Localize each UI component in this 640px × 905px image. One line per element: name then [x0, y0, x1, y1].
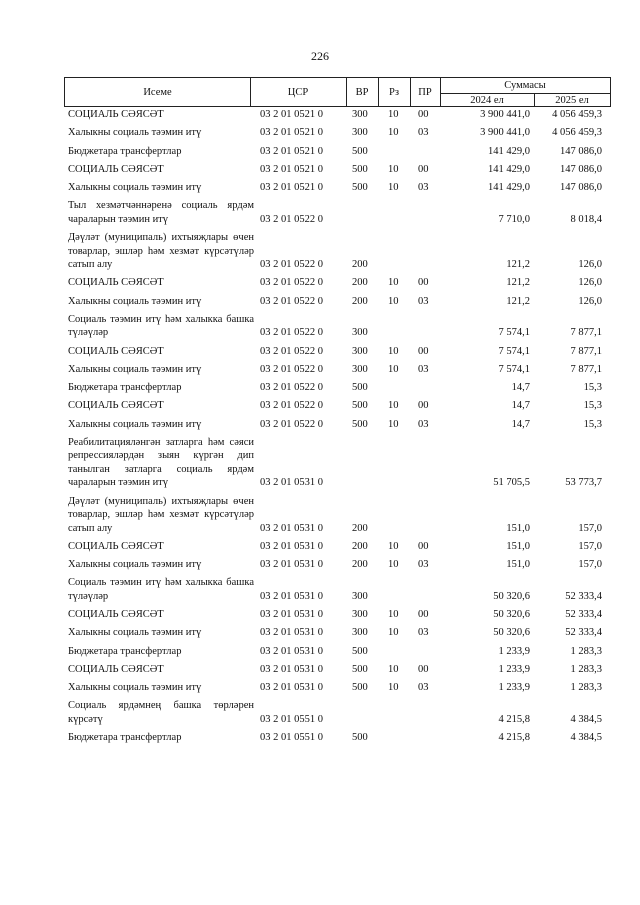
row-name: СОЦИАЛЬ СӘЯСӘТ — [68, 163, 164, 175]
row-pr: 00 — [418, 109, 429, 120]
row-sum-2025: 15,3 — [583, 400, 602, 412]
row-csr: 03 2 01 0531 0 — [260, 682, 323, 693]
row-pr: 00 — [418, 663, 429, 675]
table-row — [64, 626, 611, 640]
row-vr: 200 — [352, 559, 368, 570]
row-sum-2025: 4 056 459,3 — [552, 109, 602, 120]
row-vr: 500 — [352, 663, 368, 675]
row-sum-2025: 1 283,3 — [570, 663, 602, 675]
row-pr: 00 — [418, 400, 429, 412]
row-rz: 10 — [388, 682, 399, 693]
row-csr: 03 2 01 0551 0 — [260, 713, 323, 725]
row-sum-2025: 52 333,4 — [565, 609, 602, 620]
row-vr: 500 — [352, 382, 368, 393]
row-sum-2025: 157,0 — [578, 559, 602, 570]
row-csr: 03 2 01 0551 0 — [260, 732, 323, 743]
table-row — [64, 608, 611, 622]
row-sum-2024: 3 900 441,0 — [480, 127, 530, 139]
row-sum-2025: 157,0 — [578, 540, 602, 552]
row-sum-2024: 151,0 — [506, 522, 530, 534]
row-sum-2025: 147 086,0 — [560, 163, 602, 175]
header-year-2024: 2024 ел — [470, 94, 504, 106]
row-pr: 03 — [418, 627, 429, 639]
row-sum-2025: 4 384,5 — [570, 732, 602, 743]
row-csr: 03 2 01 0522 0 — [260, 213, 323, 225]
row-sum-2024: 14,7 — [511, 418, 530, 430]
table-row — [64, 663, 611, 677]
row-rz: 10 — [388, 345, 399, 357]
row-name: Социаль ярдәмнең башка төрләрен күрсәтү — [68, 700, 254, 725]
table-row — [64, 418, 611, 432]
table-row — [64, 295, 611, 309]
row-name: СОЦИАЛЬ СӘЯСӘТ — [68, 345, 164, 357]
row-name: Халыкны социаль тәэмин итү — [68, 182, 202, 193]
row-sum-2025: 1 283,3 — [570, 645, 602, 657]
table-row — [64, 199, 611, 226]
table-row — [64, 145, 611, 159]
row-sum-2024: 50 320,6 — [493, 609, 530, 620]
row-rz: 10 — [388, 363, 399, 375]
row-vr: 300 — [352, 627, 368, 639]
row-csr: 03 2 01 0522 0 — [260, 382, 323, 393]
row-sum-2025: 126,0 — [578, 277, 602, 289]
row-vr: 200 — [352, 522, 368, 534]
row-sum-2024: 7 574,1 — [498, 345, 530, 357]
table-row — [64, 381, 611, 395]
row-sum-2025: 147 086,0 — [560, 182, 602, 193]
row-name: СОЦИАЛЬ СӘЯСӘТ — [68, 277, 164, 289]
table-row — [64, 126, 611, 140]
row-csr: 03 2 01 0531 0 — [260, 477, 323, 489]
row-sum-2025: 15,3 — [583, 382, 602, 393]
row-vr: 500 — [352, 163, 368, 175]
row-csr: 03 2 01 0522 0 — [260, 400, 323, 412]
row-vr: 300 — [352, 609, 368, 620]
table-row — [64, 231, 611, 272]
row-csr: 03 2 01 0522 0 — [260, 327, 323, 339]
table-row — [64, 399, 611, 413]
row-sum-2025: 126,0 — [578, 295, 602, 307]
row-vr: 500 — [352, 182, 368, 193]
row-name: Халыкны социаль тәэмин итү — [68, 363, 202, 375]
row-csr: 03 2 01 0522 0 — [260, 277, 323, 289]
row-name: СОЦИАЛЬ СӘЯСӘТ — [68, 540, 164, 552]
row-sum-2025: 4 056 459,3 — [552, 127, 602, 139]
row-sum-2025: 157,0 — [578, 522, 602, 534]
table-row — [64, 108, 611, 122]
row-sum-2025: 147 086,0 — [560, 145, 602, 157]
row-sum-2024: 151,0 — [506, 559, 530, 570]
row-name: Халыкны социаль тәэмин итү — [68, 627, 202, 639]
row-csr: 03 2 01 0522 0 — [260, 295, 323, 307]
row-rz: 10 — [388, 418, 399, 430]
row-rz: 10 — [388, 559, 399, 570]
row-pr: 00 — [418, 345, 429, 357]
row-csr: 03 2 01 0531 0 — [260, 540, 323, 552]
row-pr: 03 — [418, 295, 429, 307]
row-vr: 300 — [352, 127, 368, 139]
row-name: Халыкны социаль тәэмин итү — [68, 418, 202, 430]
row-sum-2024: 7 574,1 — [498, 327, 530, 339]
row-vr: 300 — [352, 327, 368, 339]
row-vr: 500 — [352, 418, 368, 430]
row-vr: 200 — [352, 259, 368, 270]
row-name: Тыл хезмәтчәннәренә социаль ярдәм чараларын тәэмин итү — [68, 200, 254, 225]
row-vr: 300 — [352, 363, 368, 375]
row-csr: 03 2 01 0521 0 — [260, 182, 323, 193]
row-csr: 03 2 01 0531 0 — [260, 559, 323, 570]
row-vr: 500 — [352, 145, 368, 157]
table-row — [64, 731, 611, 745]
row-vr: 300 — [352, 590, 368, 602]
table-row — [64, 558, 611, 572]
table-body — [64, 108, 611, 745]
row-pr: 00 — [418, 609, 429, 620]
table-row — [64, 699, 611, 726]
row-sum-2024: 51 705,5 — [493, 477, 530, 489]
row-sum-2025: 52 333,4 — [565, 590, 602, 602]
row-pr: 03 — [418, 182, 429, 193]
row-csr: 03 2 01 0521 0 — [260, 163, 323, 175]
row-name: СОЦИАЛЬ СӘЯСӘТ — [68, 663, 164, 675]
row-csr: 03 2 01 0521 0 — [260, 109, 323, 120]
row-csr: 03 2 01 0531 0 — [260, 627, 323, 639]
row-rz: 10 — [388, 127, 399, 139]
row-csr: 03 2 01 0522 0 — [260, 418, 323, 430]
header-name: Исеме — [143, 86, 172, 98]
row-sum-2025: 7 877,1 — [570, 345, 602, 357]
row-name: Социаль тәэмин итү һәм халыкка башка түләүләр — [68, 577, 254, 602]
header-year-2025: 2025 ел — [555, 94, 589, 106]
row-sum-2024: 4 215,8 — [498, 713, 530, 725]
row-name: Бюджетара трансфертлар — [68, 145, 182, 157]
table-row — [64, 345, 611, 359]
row-vr: 200 — [352, 540, 368, 552]
row-sum-2024: 50 320,6 — [493, 627, 530, 639]
header-pr: ПР — [418, 86, 432, 98]
table-row — [64, 313, 611, 340]
row-vr: 500 — [352, 732, 368, 743]
table-row — [64, 363, 611, 377]
row-pr: 03 — [418, 682, 429, 693]
row-csr: 03 2 01 0521 0 — [260, 127, 323, 139]
row-name: Реабилитацияләнгән затларга һәм сәяси репрессияләрдән зыян күргән дип танылган затларга социаль ярдәм чараларын тәэмин итү — [68, 436, 254, 489]
row-csr: 03 2 01 0531 0 — [260, 590, 323, 602]
row-csr: 03 2 01 0522 0 — [260, 259, 323, 270]
row-vr: 300 — [352, 109, 368, 120]
row-name: Бюджетара трансфертлар — [68, 732, 182, 743]
row-sum-2025: 7 877,1 — [570, 327, 602, 339]
row-name: Бюджетара трансфертлар — [68, 645, 182, 657]
table-row — [64, 681, 611, 695]
row-sum-2025: 4 384,5 — [570, 713, 602, 725]
header-vr: ВР — [355, 86, 369, 98]
row-sum-2025: 15,3 — [583, 418, 602, 430]
row-sum-2025: 52 333,4 — [565, 627, 602, 639]
row-rz: 10 — [388, 182, 399, 193]
row-csr: 03 2 01 0522 0 — [260, 345, 323, 357]
row-name: Халыкны социаль тәэмин итү — [68, 682, 202, 693]
row-sum-2025: 53 773,7 — [565, 477, 602, 489]
row-sum-2024: 141 429,0 — [488, 182, 530, 193]
row-name: Халыкны социаль тәэмин итү — [68, 127, 202, 139]
row-sum-2024: 121,2 — [506, 277, 530, 289]
row-rz: 10 — [388, 163, 399, 175]
row-name: Дәүләт (муниципаль) ихтыяҗлары өчен товарлар, эшләр һәм хезмәт күрсәтүләр сатып алу — [68, 495, 254, 534]
row-sum-2024: 121,2 — [506, 295, 530, 307]
header-csr: ЦСР — [287, 86, 309, 98]
table-row — [64, 436, 611, 490]
row-pr: 00 — [418, 277, 429, 289]
row-pr: 00 — [418, 540, 429, 552]
table-row — [64, 181, 611, 195]
row-rz: 10 — [388, 109, 399, 120]
row-vr: 200 — [352, 277, 368, 289]
row-sum-2024: 14,7 — [511, 382, 530, 393]
table-row — [64, 645, 611, 659]
row-sum-2024: 151,0 — [506, 540, 530, 552]
row-rz: 10 — [388, 627, 399, 639]
row-rz: 10 — [388, 295, 399, 307]
row-name: Социаль тәэмин итү һәм халыкка башка түләүләр — [68, 313, 254, 339]
row-sum-2024: 50 320,6 — [493, 590, 530, 602]
row-sum-2025: 1 283,3 — [570, 682, 602, 693]
row-rz: 10 — [388, 609, 399, 620]
row-csr: 03 2 01 0531 0 — [260, 522, 323, 534]
row-sum-2024: 141 429,0 — [488, 145, 530, 157]
table-row — [64, 276, 611, 290]
row-vr: 500 — [352, 682, 368, 693]
table-row — [64, 163, 611, 177]
row-pr: 03 — [418, 127, 429, 139]
page-number: 226 — [311, 49, 329, 63]
row-name: Бюджетара трансфертлар — [68, 382, 182, 393]
row-name: СОЦИАЛЬ СӘЯСӘТ — [68, 109, 164, 120]
row-sum-2024: 121,2 — [506, 259, 530, 270]
row-name: СОЦИАЛЬ СӘЯСӘТ — [68, 400, 164, 412]
header-rz: Рз — [389, 86, 399, 98]
table-row — [64, 495, 611, 536]
row-csr: 03 2 01 0522 0 — [260, 363, 323, 375]
row-pr: 03 — [418, 418, 429, 430]
row-rz: 10 — [388, 400, 399, 412]
row-pr: 03 — [418, 363, 429, 375]
row-csr: 03 2 01 0521 0 — [260, 145, 323, 157]
table-row — [64, 540, 611, 554]
row-sum-2024: 4 215,8 — [498, 732, 530, 743]
row-rz: 10 — [388, 277, 399, 289]
row-csr: 03 2 01 0531 0 — [260, 663, 323, 675]
row-sum-2024: 1 233,9 — [498, 682, 530, 693]
row-name: Халыкны социаль тәэмин итү — [68, 559, 202, 570]
row-sum-2024: 1 233,9 — [498, 663, 530, 675]
row-vr: 300 — [352, 345, 368, 357]
row-pr: 03 — [418, 559, 429, 570]
row-sum-2024: 1 233,9 — [498, 645, 530, 657]
row-vr: 500 — [352, 400, 368, 412]
row-csr: 03 2 01 0531 0 — [260, 609, 323, 620]
header-sums: Суммасы — [504, 80, 546, 91]
row-sum-2024: 14,7 — [511, 400, 530, 412]
row-vr: 500 — [352, 645, 368, 657]
row-name: Халыкны социаль тәэмин итү — [68, 295, 202, 307]
row-sum-2024: 7 710,0 — [498, 213, 530, 225]
row-sum-2024: 3 900 441,0 — [480, 109, 530, 120]
row-name: Дәүләт (муниципаль) ихтыяҗлары өчен товарлар, эшләр һәм хезмәт күрсәтүләр сатып алу — [68, 232, 254, 270]
row-vr: 200 — [352, 295, 368, 307]
table-header — [64, 77, 611, 107]
row-pr: 00 — [418, 163, 429, 175]
table-row — [64, 576, 611, 603]
row-rz: 10 — [388, 540, 399, 552]
row-sum-2025: 7 877,1 — [570, 363, 602, 375]
row-sum-2025: 8 018,4 — [570, 213, 602, 225]
row-name: СОЦИАЛЬ СӘЯСӘТ — [68, 609, 164, 620]
row-csr: 03 2 01 0531 0 — [260, 645, 323, 657]
row-sum-2024: 7 574,1 — [498, 363, 530, 375]
row-sum-2024: 141 429,0 — [488, 163, 530, 175]
row-rz: 10 — [388, 663, 399, 675]
row-sum-2025: 126,0 — [578, 259, 602, 270]
